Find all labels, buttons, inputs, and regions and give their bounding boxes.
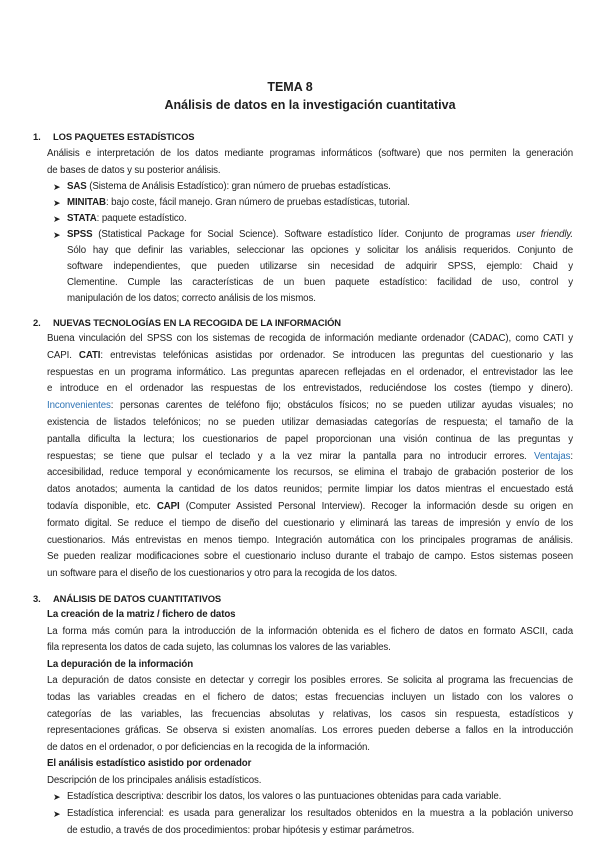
text-segment: respuestas; se tiene que pulsar el teclado y a la vez mirar la pantalla para no introducir errores. (47, 450, 535, 462)
document-subtitle: Análisis de datos en la investigación cuantitativa (164, 98, 456, 112)
subheading (47, 607, 573, 624)
text-line (47, 624, 573, 641)
arrow-bullet-icon: ➤ (53, 198, 61, 208)
text-segment: : bajo coste, fácil manejo. Gran número de pruebas estadísticas, tutorial. (105, 197, 410, 208)
bold-term: La creación de la matriz / fichero de datos (47, 608, 236, 620)
text-segment: e introduce en el ordenador las respuestas de los entrevistados, reduciéndose los costes (tiempo y dinero). (47, 383, 573, 395)
arrow-bullet-icon: ➤ (53, 792, 61, 803)
text-segment: cuestionarios. Más entrevistas en menos tiempo. Integración automática con los principales programas de análisis. (47, 534, 573, 546)
section-paquetes-estadisticos (33, 128, 573, 307)
bold-term: MINITAB (67, 197, 106, 208)
text-line (67, 195, 573, 211)
text-line (47, 566, 573, 583)
text-line (67, 275, 573, 291)
text-line (47, 162, 573, 179)
text-segment: Estadística descriptiva: describir los datos, los valores o las puntuaciones obtenidas para cada variable. (67, 791, 502, 803)
section-heading-text: ANÁLISIS DE DATOS CUANTITATIVOS (53, 592, 222, 604)
section-number: 2. (33, 317, 41, 328)
section-heading (33, 314, 573, 331)
text-segment: Estadística inferencial: es usada para generalizar los resultados obtenidos en la muestra a la población universo (67, 808, 573, 820)
highlight-term: Inconvenientes (47, 400, 111, 412)
text-segment: La forma más común para la introducción de la información obtenida es el fichero de datos en formato ASCII, cada (47, 625, 573, 637)
text-line (47, 465, 573, 482)
text-segment: respuestas en un programa informático. Las preguntas aparecen reflejadas en el ordenador, el entrevistador las lee (47, 366, 573, 378)
text-segment: : personas carentes de teléfono fijo; obstáculos físicos; no se pueden utilizar ayudas visuales; no (110, 400, 573, 412)
paragraph (47, 773, 573, 790)
text-line (47, 499, 573, 516)
text-line (67, 179, 573, 195)
text-segment: manipulación de los datos; correcto análisis de los mismos. (67, 293, 316, 304)
section-analisis-datos (33, 590, 573, 839)
document-body (33, 128, 573, 839)
text-line (47, 331, 573, 348)
bold-term: STATA (67, 213, 97, 224)
text-segment: : paquete estadístico. (96, 213, 187, 224)
bold-term: CAPI (156, 500, 180, 512)
text-segment: : entrevistas telefónicas asistidas por ordenador. Se introducen las preguntas del cuestionario y las (100, 349, 573, 361)
text-line (67, 823, 573, 840)
bullet-item (53, 195, 573, 211)
text-segment: un software para el diseño de los cuestionarios y otro para la recogida de los datos. (47, 568, 398, 580)
text-line (47, 657, 573, 674)
section-heading-text: LOS PAQUETES ESTADÍSTICOS (53, 131, 195, 142)
text-segment: de bases de datos y su posterior análisis. (47, 165, 221, 176)
paragraph (47, 145, 573, 179)
text-segment: (Sistema de Análisis Estadístico): gran número de pruebas estadísticas. (86, 181, 391, 192)
text-segment: Clementine. Cumple las características de un buen paquete estadístico: facilidad de uso, control y (67, 277, 573, 288)
text-segment: datos anotados; aumenta la cantidad de los datos reunidos; permite limpiar los datos mientras el encuestado está (47, 484, 573, 496)
text-line (47, 690, 573, 707)
text-line (47, 549, 573, 566)
text-line (47, 607, 573, 624)
text-line (47, 145, 573, 162)
text-segment: pantalla dificulta la lectura; los cuestionarios de papel proporcionan una visión continua de las preguntas y (47, 433, 573, 445)
text-line (47, 756, 573, 773)
arrow-bullet-icon: ➤ (53, 214, 61, 224)
text-segment: fila representa los datos de cada sujeto, las columnas los valores de las variables. (47, 642, 391, 654)
text-segment: Sólo hay que definir las variables, seleccionar las opciones y solicitar los análisis requeridos. Conjunto de (67, 245, 573, 256)
subheading (47, 756, 573, 773)
text-line (67, 789, 573, 806)
text-segment: todas las variables creadas en el fichero de datos; estas frecuencias incluyen un listado con los valores o (47, 691, 573, 703)
arrow-bullet-icon: ➤ (53, 230, 61, 240)
text-line (67, 211, 573, 227)
text-line (47, 432, 573, 449)
text-segment: Se pueden realizar modificaciones sobre el cuestionario incluso durante el trabajo de campo. Estos sistemas poseen (47, 551, 573, 563)
subheading (47, 657, 573, 674)
bullet-item (53, 227, 573, 307)
text-line (47, 740, 573, 757)
document-title: TEMA 8 (267, 80, 313, 94)
text-line (47, 707, 573, 724)
text-segment: software independientes, que pueden utilizarse sin necesidad de adquirir SPSS, ejemplo: Chaid y (67, 261, 573, 272)
text-segment: (Computer Assisted Personal Interview). Recoger la información desde su origen en (179, 500, 573, 512)
text-line (47, 415, 573, 432)
text-line (47, 381, 573, 398)
text-segment: (Statistical Package for Social Science). Software estadístico líder. Conjunto de programas (92, 229, 517, 240)
section-heading (33, 590, 573, 607)
arrow-bullet-icon: ➤ (53, 809, 61, 820)
text-segment: categorías de las variables, las frecuencias absolutas y relativas, los casos sin respuesta, estadísticos y (47, 708, 573, 720)
bold-term: SAS (67, 181, 87, 192)
section-heading (33, 128, 573, 145)
text-line (67, 227, 573, 243)
text-segment: user friendly. (516, 229, 573, 240)
text-line (47, 640, 573, 657)
text-line (47, 533, 573, 550)
text-segment: existencia de listados telefónicos; no se pueden utilizar demasiadas categorías de respuesta; el tamaño de la (47, 416, 573, 428)
text-line (67, 806, 573, 823)
text-segment: de estudio, a través de dos procedimientos: probar hipótesis y estimar parámetros. (67, 824, 415, 836)
text-segment: Descripción de los principales análisis estadísticos. (47, 774, 262, 786)
paragraph (47, 331, 573, 583)
text-line (47, 348, 573, 365)
text-line (47, 365, 573, 382)
text-segment: formato digital. Se reduce el tiempo de diseño del cuestionario y eliminará las tareas de impresión y envío de los (47, 517, 573, 529)
text-line (67, 259, 573, 275)
paragraph (47, 673, 573, 756)
bullet-item (53, 211, 573, 227)
bold-term: El análisis estadístico asistido por ordenador (47, 758, 252, 770)
text-line (67, 291, 573, 307)
bullet-item (53, 179, 573, 195)
text-segment: Buena vinculación del SPSS con los sistemas de recogida de información mediante ordenador (CADAC), como CATI y (47, 333, 573, 344)
text-line (47, 449, 573, 466)
text-segment: CAPI. (47, 349, 79, 361)
arrow-bullet-icon: ➤ (53, 182, 61, 192)
bullet-item (53, 806, 573, 839)
text-segment: accesibilidad, reduce temporal y económicamente los recursos, se elimina el trabajo de grabación posterior de los (47, 467, 573, 479)
text-line (47, 773, 573, 790)
text-line (47, 398, 573, 415)
text-line (47, 673, 573, 690)
paragraph (47, 624, 573, 657)
bullet-item (53, 789, 573, 806)
text-segment: Análisis e interpretación de los datos mediante programas informáticos (software) que nos permiten la generación (47, 148, 573, 159)
text-segment: de datos en el ordenador, o por deficiencias en la recogida de la información. (47, 741, 370, 753)
bold-term: SPSS (67, 229, 93, 240)
text-segment: representaciones gráficas. Se observa si existen anomalías. Los errores pueden deberse a fallos en la introducción (47, 725, 573, 737)
text-segment: : (570, 450, 573, 462)
section-number: 3. (33, 592, 41, 604)
bold-term: La depuración de la información (47, 658, 194, 670)
section-number: 1. (33, 131, 41, 142)
text-line (47, 516, 573, 533)
text-line (47, 723, 573, 740)
text-segment: La depuración de datos consiste en detectar y corregir los posibles errores. Se solicita al programa las frecuencias de (47, 675, 573, 687)
text-segment: todavía disponible, etc. (47, 500, 157, 512)
bold-term: CATI (78, 349, 101, 361)
highlight-term: Ventajas (534, 450, 571, 462)
section-heading-text: NUEVAS TECNOLOGÍAS EN LA RECOGIDA DE LA INFORMACIÓN (53, 317, 341, 328)
text-line (67, 243, 573, 259)
section-nuevas-tecnologias (33, 314, 573, 583)
text-line (47, 482, 573, 499)
